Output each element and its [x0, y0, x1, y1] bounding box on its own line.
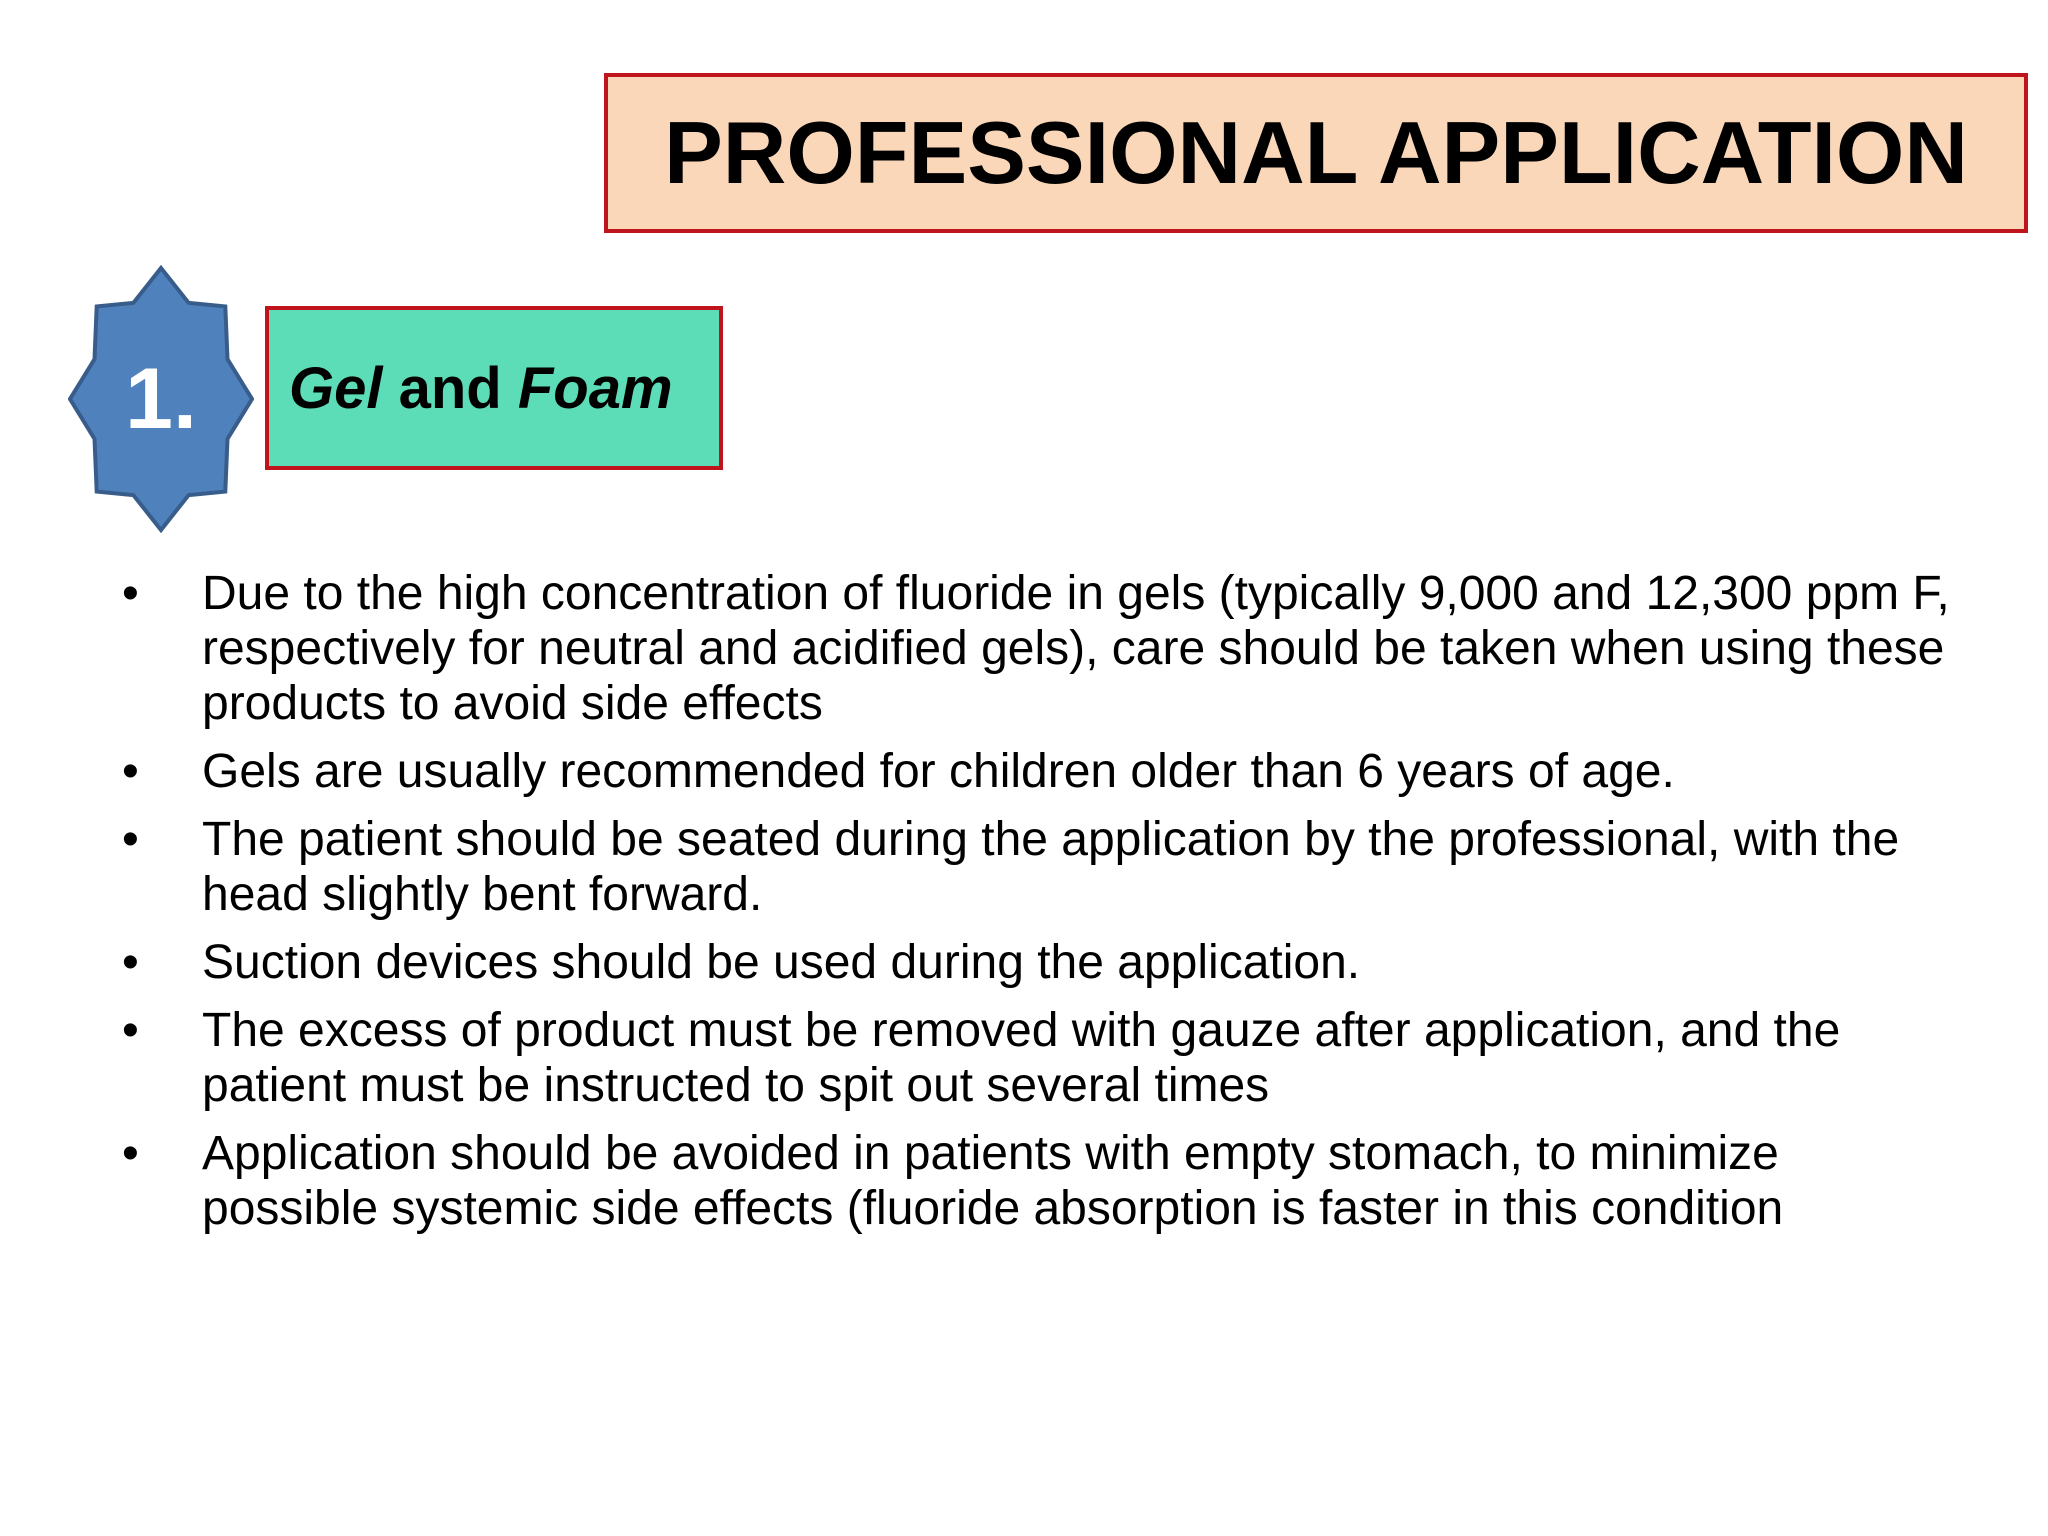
bullet-text: The patient should be seated during the application by the professional, with the head slightly bent forward. — [202, 813, 1900, 921]
bullet-dot: • — [122, 1127, 139, 1180]
title-box — [604, 73, 2028, 233]
subtitle-box — [265, 306, 723, 470]
bullet-text: Gels are usually recommended for children older than 6 years of age. — [202, 745, 1675, 798]
bullet-dot: • — [122, 936, 139, 989]
subtitle — [289, 355, 673, 422]
list-item — [112, 566, 1952, 731]
subtitle-foam: Foam — [517, 355, 673, 421]
list-item — [112, 812, 1952, 922]
bullet-dot: • — [122, 1004, 139, 1057]
subtitle-gel: Gel — [289, 355, 383, 421]
number-badge — [68, 265, 254, 533]
list-item — [112, 744, 1952, 799]
badge-number: 1. — [125, 350, 197, 447]
bullet-dot: • — [122, 745, 139, 798]
list-item — [112, 1126, 1952, 1236]
list-item — [112, 935, 1952, 990]
bullet-text: Due to the high concentration of fluoride in gels (typically 9,000 and 12,300 ppm F, respectively for neutral and acidified gels), care should be taken when using these products to avoid side effects — [202, 567, 1950, 730]
slide-title: PROFESSIONAL APPLICATION — [664, 103, 1968, 202]
list-item — [112, 1003, 1952, 1113]
bullet-text: The excess of product must be removed with gauze after application, and the patient must be instructed to spit out several times — [202, 1004, 1841, 1112]
bullet-dot: • — [122, 813, 139, 866]
bullet-text: Suction devices should be used during the application. — [202, 936, 1361, 989]
bullet-dot: • — [122, 567, 139, 620]
bullet-list — [112, 566, 1952, 1249]
bullet-text: Application should be avoided in patients with empty stomach, to minimize possible systemic side effects (fluoride absorption is faster in this condition — [202, 1127, 1784, 1235]
subtitle-and: and — [382, 355, 518, 421]
